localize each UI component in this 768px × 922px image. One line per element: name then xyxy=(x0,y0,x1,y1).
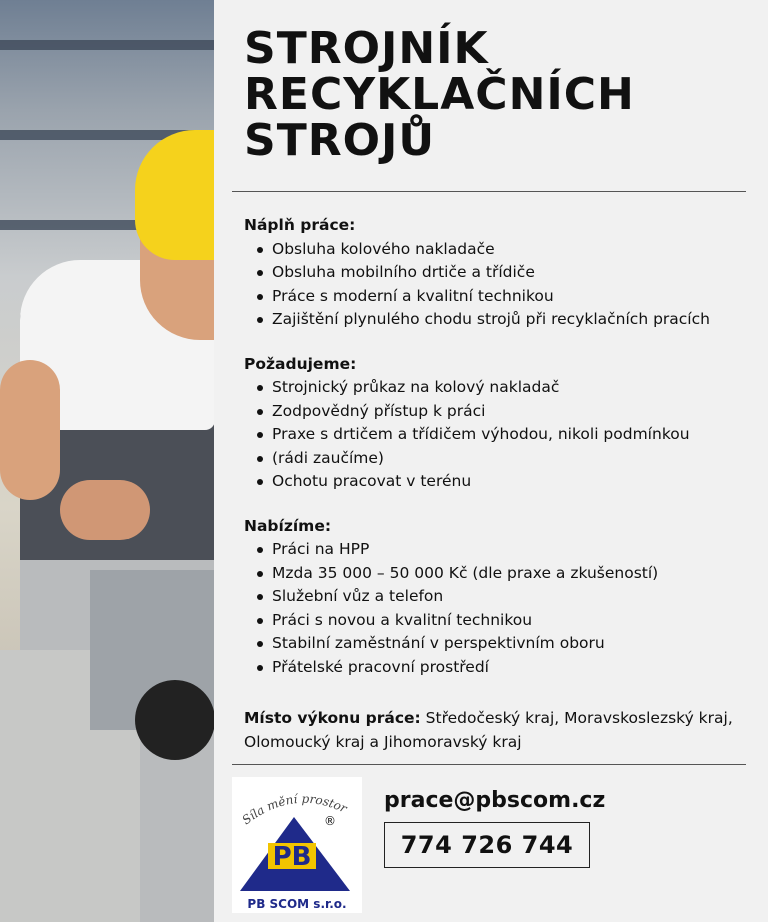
list-item: Práci na HPP xyxy=(272,538,759,562)
logo-slogan: Síla mění prostor xyxy=(239,791,350,828)
list-item: Práci s novou a kvalitní technikou xyxy=(272,609,759,633)
company-logo xyxy=(232,777,362,913)
list-item: Služební vůz a telefon xyxy=(272,585,759,609)
hero-photo xyxy=(0,0,214,922)
list-item: Stabilní zaměstnání v perspektivním oboru xyxy=(272,632,759,656)
offer-list xyxy=(244,538,759,679)
list-item: Strojnický průkaz na kolový nakladač xyxy=(272,376,759,400)
title-line: STROJNÍK xyxy=(244,23,489,74)
list-item: Práce s moderní a kvalitní technikou xyxy=(272,285,759,309)
list-item: Mzda 35 000 – 50 000 Kč (dle praxe a zkušeností) xyxy=(272,562,759,586)
divider xyxy=(232,191,746,192)
logo-registered: ® xyxy=(324,814,336,828)
logo-mark xyxy=(232,777,362,913)
title-line: RECYKLAČNÍCH xyxy=(244,69,635,120)
list-item: (rádi zaučíme) xyxy=(272,447,759,471)
photo-beam xyxy=(0,40,214,50)
section-heading: Nabízíme: xyxy=(244,516,332,535)
list-item: Obsluha kolového nakladače xyxy=(272,238,759,262)
section-heading: Náplň práce: xyxy=(244,216,356,234)
duties-list xyxy=(244,238,759,332)
logo-company-name: PB SCOM s.r.o. xyxy=(247,897,347,911)
contact-email[interactable]: prace@pbscom.cz xyxy=(384,788,606,813)
photo-worker-arm xyxy=(0,360,60,500)
location-label: Místo výkonu práce: xyxy=(244,709,421,727)
list-item: Ochotu pracovat v terénu xyxy=(272,470,759,494)
divider xyxy=(232,764,746,765)
list-item: Přátelské pracovní prostředí xyxy=(272,656,759,680)
list-item: Obsluha mobilního drtiče a třídiče xyxy=(272,261,759,285)
work-location xyxy=(244,706,764,754)
requirements-list xyxy=(244,376,759,494)
photo-machine-wheel xyxy=(135,680,214,760)
contact-phone-box xyxy=(384,822,590,868)
offer-section xyxy=(244,515,759,680)
photo-worker-hand xyxy=(60,480,150,540)
location-value: Středočeský kraj, Moravskoslezský kraj, Olomoucký kraj a Jihomoravský kraj xyxy=(244,709,733,751)
requirements-section xyxy=(244,353,759,494)
list-item: Zajištění plynulého chodu strojů při recyklačních pracích xyxy=(272,308,759,332)
photo-worker-helmet xyxy=(135,130,214,260)
logo-pb: PB xyxy=(272,842,312,872)
contact-phone[interactable]: 774 726 744 xyxy=(400,831,574,859)
section-heading: Požadujeme: xyxy=(244,354,357,373)
duties-section xyxy=(244,214,759,332)
title-line: STROJŮ xyxy=(244,115,436,166)
page-title xyxy=(244,23,635,166)
job-details xyxy=(244,214,759,700)
list-item: Zodpovědný přístup k práci xyxy=(272,400,759,424)
list-item: Praxe s drtičem a třídičem výhodou, nikoli podmínkou xyxy=(272,423,759,447)
